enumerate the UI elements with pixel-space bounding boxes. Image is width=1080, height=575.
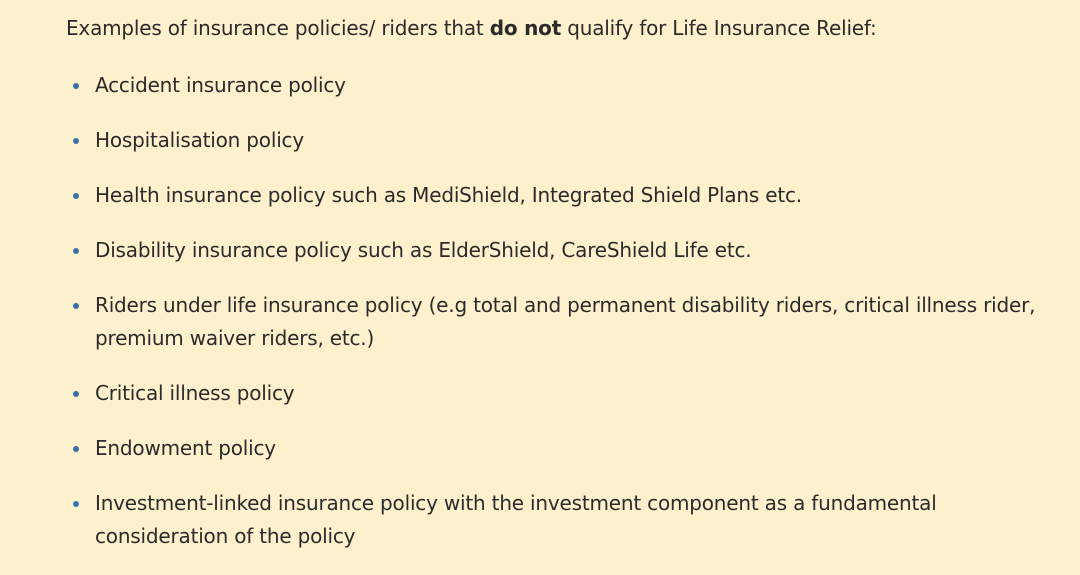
list-item [66, 69, 1056, 102]
list-item [66, 124, 1056, 157]
policy-list [66, 69, 1056, 553]
list-item-text: Disability insurance policy such as ElderShield, CareShield Life etc. [95, 238, 752, 262]
list-item [66, 179, 1056, 212]
bullet-icon [73, 138, 79, 144]
list-item [66, 234, 1056, 267]
list-item-text: Critical illness policy [95, 381, 295, 405]
list-item [66, 289, 1056, 355]
list-item-text: Investment-linked insurance policy with the investment component as a fundamental consideration of the policy [95, 491, 937, 548]
content-block [66, 14, 1056, 575]
bullet-icon [73, 391, 79, 397]
list-item-text: Accident insurance policy [95, 73, 346, 97]
bullet-icon [73, 83, 79, 89]
list-item-text: Riders under life insurance policy (e.g total and permanent disability riders, critical illness rider, premium waiver riders, etc.) [95, 293, 1036, 350]
bullet-icon [73, 501, 79, 507]
list-item [66, 377, 1056, 410]
intro-emphasis: do not [489, 16, 562, 40]
bullet-icon [73, 248, 79, 254]
intro-paragraph [66, 14, 1056, 42]
list-item [66, 432, 1056, 465]
intro-suffix: qualify for Life Insurance Relief: [561, 16, 877, 40]
bullet-icon [73, 193, 79, 199]
bullet-icon [73, 446, 79, 452]
intro-prefix: Examples of insurance policies/ riders that [66, 16, 490, 40]
bullet-icon [73, 303, 79, 309]
list-item-text: Endowment policy [95, 436, 276, 460]
list-item [66, 487, 1056, 553]
list-item-text: Health insurance policy such as MediShield, Integrated Shield Plans etc. [95, 183, 802, 207]
list-item-text: Hospitalisation policy [95, 128, 304, 152]
